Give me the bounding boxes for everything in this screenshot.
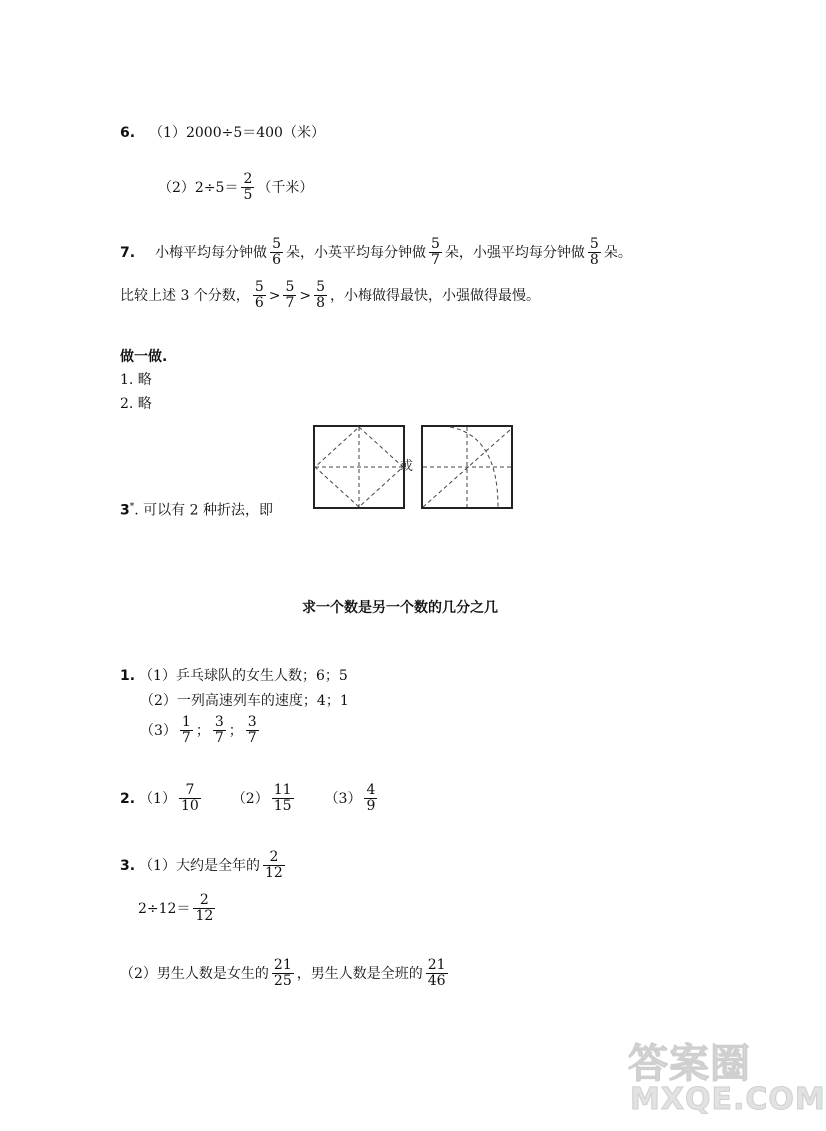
zuo-item-3-text: . 可以有 2 种折法，即 xyxy=(134,502,273,519)
fraction: $\frac{5}{6}$ xyxy=(254,279,264,311)
fraction: $\frac{4}{9}$ xyxy=(366,782,376,814)
fraction: $\frac{21}{46}$ xyxy=(427,957,446,989)
fold-diagram-diagonal xyxy=(312,424,408,512)
q6-part1: （1）2000÷5＝400（米） xyxy=(149,125,325,141)
fraction: $\frac{2}{12}$ xyxy=(195,892,214,924)
q7-conclusion-text: ，小梅做得最快，小强做得最慢。 xyxy=(330,287,541,304)
s1-line-c xyxy=(140,715,262,746)
fraction: $\frac{5}{7}$ xyxy=(430,236,440,268)
fraction: $\frac{5}{8}$ xyxy=(316,279,326,311)
fold-diagram-arc xyxy=(420,424,516,512)
s3-equation-text: 2÷12＝ xyxy=(138,900,191,917)
s3-line-a xyxy=(120,850,288,881)
page-section-title: 求一个数是另一个数的几分之几 xyxy=(302,600,498,616)
fraction: $\frac{1}{7}$ xyxy=(181,714,191,746)
zuo-item-1: 1. 略 xyxy=(120,372,152,388)
q7-number: 7. xyxy=(120,244,136,261)
separator: ； xyxy=(195,722,210,739)
s3-answer-a-text: （1）大约是全年的 xyxy=(139,857,260,874)
q7-text: 小梅平均每分钟做 xyxy=(155,244,268,261)
greater-than-sign: > xyxy=(268,287,281,304)
s1-answer-b: （2）一列高速列车的速度；4；1 xyxy=(140,693,349,709)
separator: ； xyxy=(228,722,243,739)
q6-line1 xyxy=(120,124,325,142)
zuo-item-2: 2. 略 xyxy=(120,396,152,412)
q6-line2 xyxy=(158,172,313,203)
q7-text: 朵，小强平均每分钟做 xyxy=(444,244,585,261)
section-heading-zuo: 做一做. xyxy=(120,349,168,365)
s3-equation xyxy=(138,893,218,924)
watermark-url: MXQE.COM xyxy=(630,1082,826,1117)
q7-compare-text: 比较上述 3 个分数， xyxy=(120,287,250,304)
s1-answer-a: （1）乒乓球队的女生人数；6；5 xyxy=(139,668,348,684)
zuo-item-3 xyxy=(120,498,273,520)
fraction: $\frac{2}{5}$ xyxy=(243,171,253,203)
s2-line xyxy=(120,783,380,814)
q6-part2-text: （2）2÷5＝ xyxy=(158,179,239,196)
watermark-logo: 答案圈 xyxy=(628,1041,751,1087)
s3-line-b xyxy=(120,958,451,989)
q7-text: 朵。 xyxy=(603,244,632,261)
asterisk: * xyxy=(129,502,135,512)
s2-label-3: （3） xyxy=(324,790,362,807)
q7-text: 朵，小英平均每分钟做 xyxy=(285,244,426,261)
s2-number: 2. xyxy=(120,790,136,807)
fraction: $\frac{11}{15}$ xyxy=(273,782,292,814)
s3-number: 3. xyxy=(120,857,136,874)
s1-line-a xyxy=(120,667,348,685)
fraction: $\frac{3}{7}$ xyxy=(247,714,257,746)
s3-answer-b-text: ，男生人数是全班的 xyxy=(296,965,423,982)
s2-label-1: （1） xyxy=(139,790,176,807)
q7-line2 xyxy=(120,280,540,311)
or-label: 或 xyxy=(400,459,414,474)
fraction: $\frac{3}{7}$ xyxy=(214,714,224,746)
s1-answer-c-label: （3） xyxy=(140,722,177,739)
s3-answer-b-text: （2）男生人数是女生的 xyxy=(120,965,269,982)
fraction: $\frac{2}{12}$ xyxy=(264,849,283,881)
fraction: $\frac{5}{8}$ xyxy=(589,236,599,268)
greater-than-sign: > xyxy=(299,287,312,304)
s1-number: 1. xyxy=(120,668,136,684)
q6-number: 6. xyxy=(120,125,136,141)
fraction: $\frac{7}{10}$ xyxy=(180,782,199,814)
s2-label-2: （2） xyxy=(231,790,269,807)
fraction: $\frac{21}{25}$ xyxy=(273,957,292,989)
fraction: $\frac{5}{7}$ xyxy=(285,279,295,311)
fraction: $\frac{5}{6}$ xyxy=(272,236,281,268)
zuo-item-3-number: 3 xyxy=(120,502,130,519)
q7-line1 xyxy=(120,237,632,268)
q6-part2-unit: （千米） xyxy=(257,179,314,196)
